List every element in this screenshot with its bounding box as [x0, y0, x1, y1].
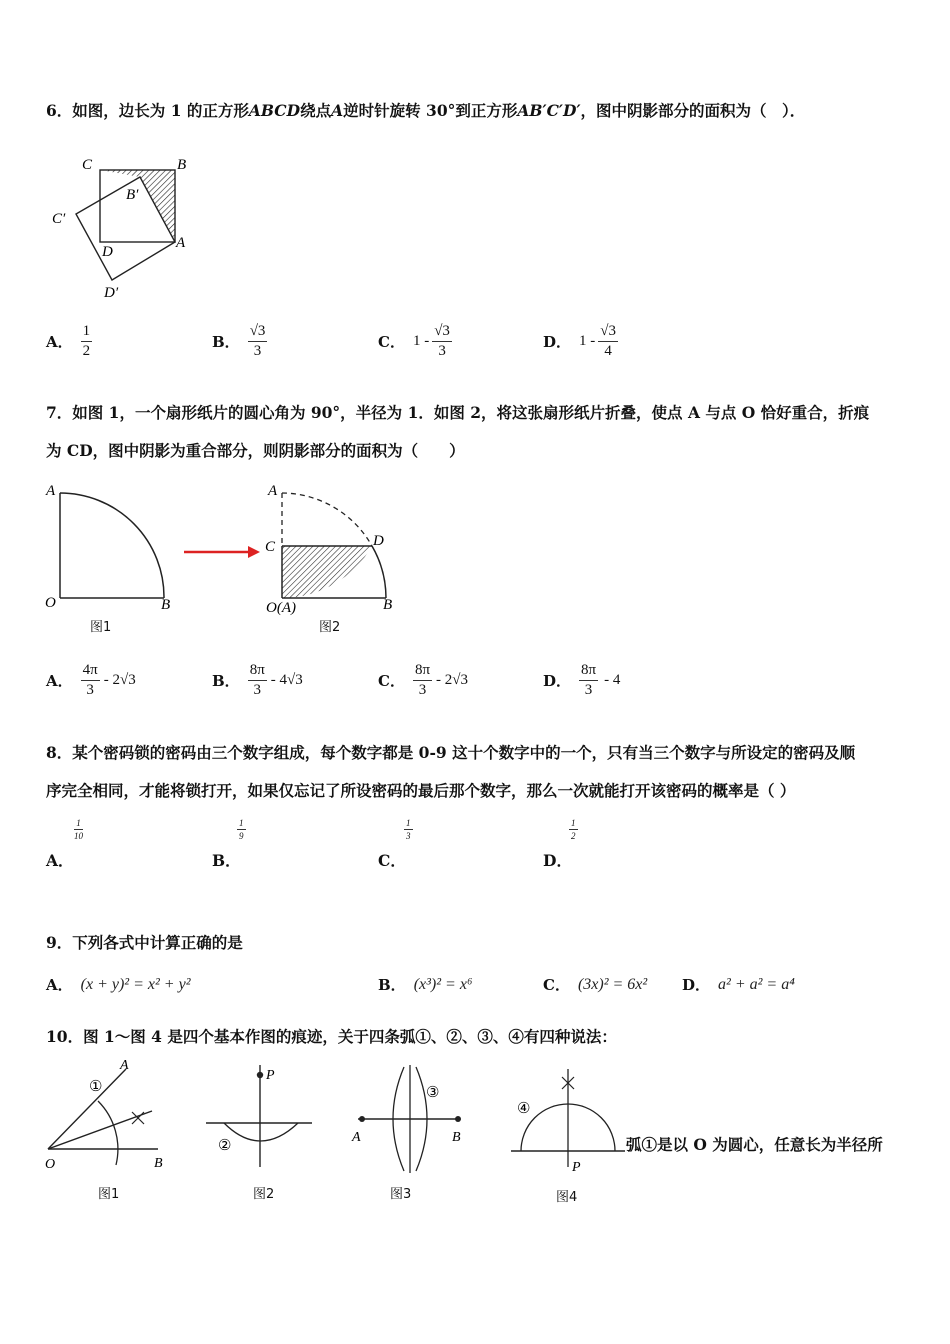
q6-option-a[interactable]: A． $\frac{1}{2}$ [46, 323, 91, 359]
q8-option-c[interactable]: C． [378, 851, 406, 870]
q7-figure-1 [40, 478, 190, 638]
q10-fig1-label: A [120, 1058, 129, 1073]
q6-label: A [176, 235, 186, 251]
q6-label: B [177, 157, 187, 173]
q7-fig2-label: D [373, 533, 384, 549]
red-arrow-icon [182, 540, 262, 564]
q7-shaded-region [282, 546, 372, 598]
q6-option-c[interactable]: C． 1 - $\frac{√3}{3}$ [378, 323, 450, 359]
q7-option-c[interactable]: C． $\frac{8\pi}{3}$ - 2√3 [378, 662, 469, 698]
q6-stem: 6．如图，边长为 1 的正方形ABCD绕点A逆时针旋转 30°到正方形AB′C′D′，图中阴影部分的面积为（ ）． [46, 101, 806, 120]
q8-option-a[interactable]: A． [46, 851, 74, 870]
q10-fig3-label: B [452, 1130, 461, 1145]
q7-stem: 7．如图 1，一个扇形纸片的圆心角为 90°，半径为 1．如图 2，将这张扇形纸片折叠，使点 A 与点 O 恰好重合，折痕 为 CD，图中阴影为重合部分，则阴影部分的面积为（ ） [46, 403, 870, 460]
q7-option-b[interactable]: B． $\frac{8\pi}{3}$ - 4√3 [212, 662, 303, 698]
q6-label: C′ [52, 211, 66, 227]
q7-figure-2 [262, 478, 412, 638]
q10-fig4-label: P [572, 1160, 581, 1175]
q10-arc-1 [98, 1101, 118, 1165]
q10-stem: 10．图 1～图 4 是四个基本作图的痕迹，关于四条弧①、②、③、④有四种说法： [46, 1027, 617, 1046]
q6-option-b[interactable]: B． $\frac{√3}{3}$ [212, 323, 266, 359]
q10-caption-3: 图3 [390, 1187, 412, 1202]
q10-caption-2: 图2 [253, 1187, 275, 1202]
q10-fig2-label: ② [218, 1138, 232, 1154]
q9-option-b[interactable]: B． (x³)² = x⁶ [378, 975, 473, 994]
q10-caption-1: 图1 [98, 1187, 120, 1202]
q10-figure-4 [505, 1055, 630, 1180]
q8-option-b-value: $\frac{1}{9}$ [239, 818, 244, 841]
q10-arc-2 [224, 1123, 298, 1141]
q10-tail-text: 弧①是以 O 为圆心，任意长为半径所 [626, 1135, 883, 1154]
q7-fig1-label: O [45, 595, 56, 611]
q10-fig3-label: A [352, 1130, 361, 1145]
q7-fig1-label: B [161, 597, 171, 613]
q10-fig4-label: ④ [517, 1101, 531, 1117]
q9-stem: 9．下列各式中计算正确的是 [46, 933, 243, 952]
q7-fig2-label: O(A) [266, 600, 296, 616]
q10-fig1-label: O [45, 1157, 56, 1172]
q7-fig2-label: C [265, 539, 276, 555]
q8-stem: 8．某个密码锁的密码由三个数字组成，每个数字都是 0-9 这十个数字中的一个，只有当三个数字与所设定的密码及顺 序完全相同，才能将锁打开，如果仅忘记了所设密码的最后那个数字，那么一次就能打开该密码的概率是（ ） [46, 743, 856, 800]
q9-option-d[interactable]: D． a² + a² = a⁴ [682, 975, 795, 994]
q7-option-a[interactable]: A． $\frac{4\pi}{3}$ - 2√3 [46, 662, 136, 698]
q6-label: D [102, 244, 113, 260]
q7-fig2-label: A [268, 483, 278, 499]
q6-shaded-region [100, 170, 175, 242]
q10-fig3-label: ③ [426, 1085, 440, 1101]
q7-fig1-label: A [46, 483, 56, 499]
q7-fig2-label: B [383, 597, 393, 613]
q8-option-d[interactable]: D． [543, 851, 572, 870]
q6-label: B′ [126, 187, 139, 203]
q10-figure-3 [348, 1055, 478, 1180]
q8-option-c-value: $\frac{1}{3}$ [406, 818, 411, 841]
q9-option-c[interactable]: C． (3x)² = 6x² [543, 975, 648, 994]
q7-fig1-arc [60, 493, 164, 598]
q10-fig2-label: P [266, 1068, 275, 1083]
q9-option-a[interactable]: A． (x + y)² = x² + y² [46, 975, 191, 994]
q8-option-d-value: $\frac{1}{2}$ [571, 818, 576, 841]
q6-label: D′ [104, 285, 119, 301]
q10-fig1-label: ① [89, 1079, 103, 1095]
q7-caption-2: 图2 [319, 620, 341, 635]
q10-figure-1 [40, 1055, 175, 1180]
q10-figure-2 [200, 1055, 320, 1180]
q6-label: C [82, 157, 93, 173]
q8-option-a-value: $\frac{1}{10}$ [74, 818, 83, 841]
q6-figure [44, 150, 204, 310]
q10-fig1-label: B [154, 1156, 163, 1171]
q7-option-d[interactable]: D． $\frac{8\pi}{3}$ - 4 [543, 662, 621, 698]
q10-caption-4: 图4 [556, 1190, 578, 1205]
q6-option-d[interactable]: D． 1 - $\frac{√3}{4}$ [543, 323, 616, 359]
q7-caption-1: 图1 [90, 620, 112, 635]
q8-option-b[interactable]: B． [212, 851, 241, 870]
